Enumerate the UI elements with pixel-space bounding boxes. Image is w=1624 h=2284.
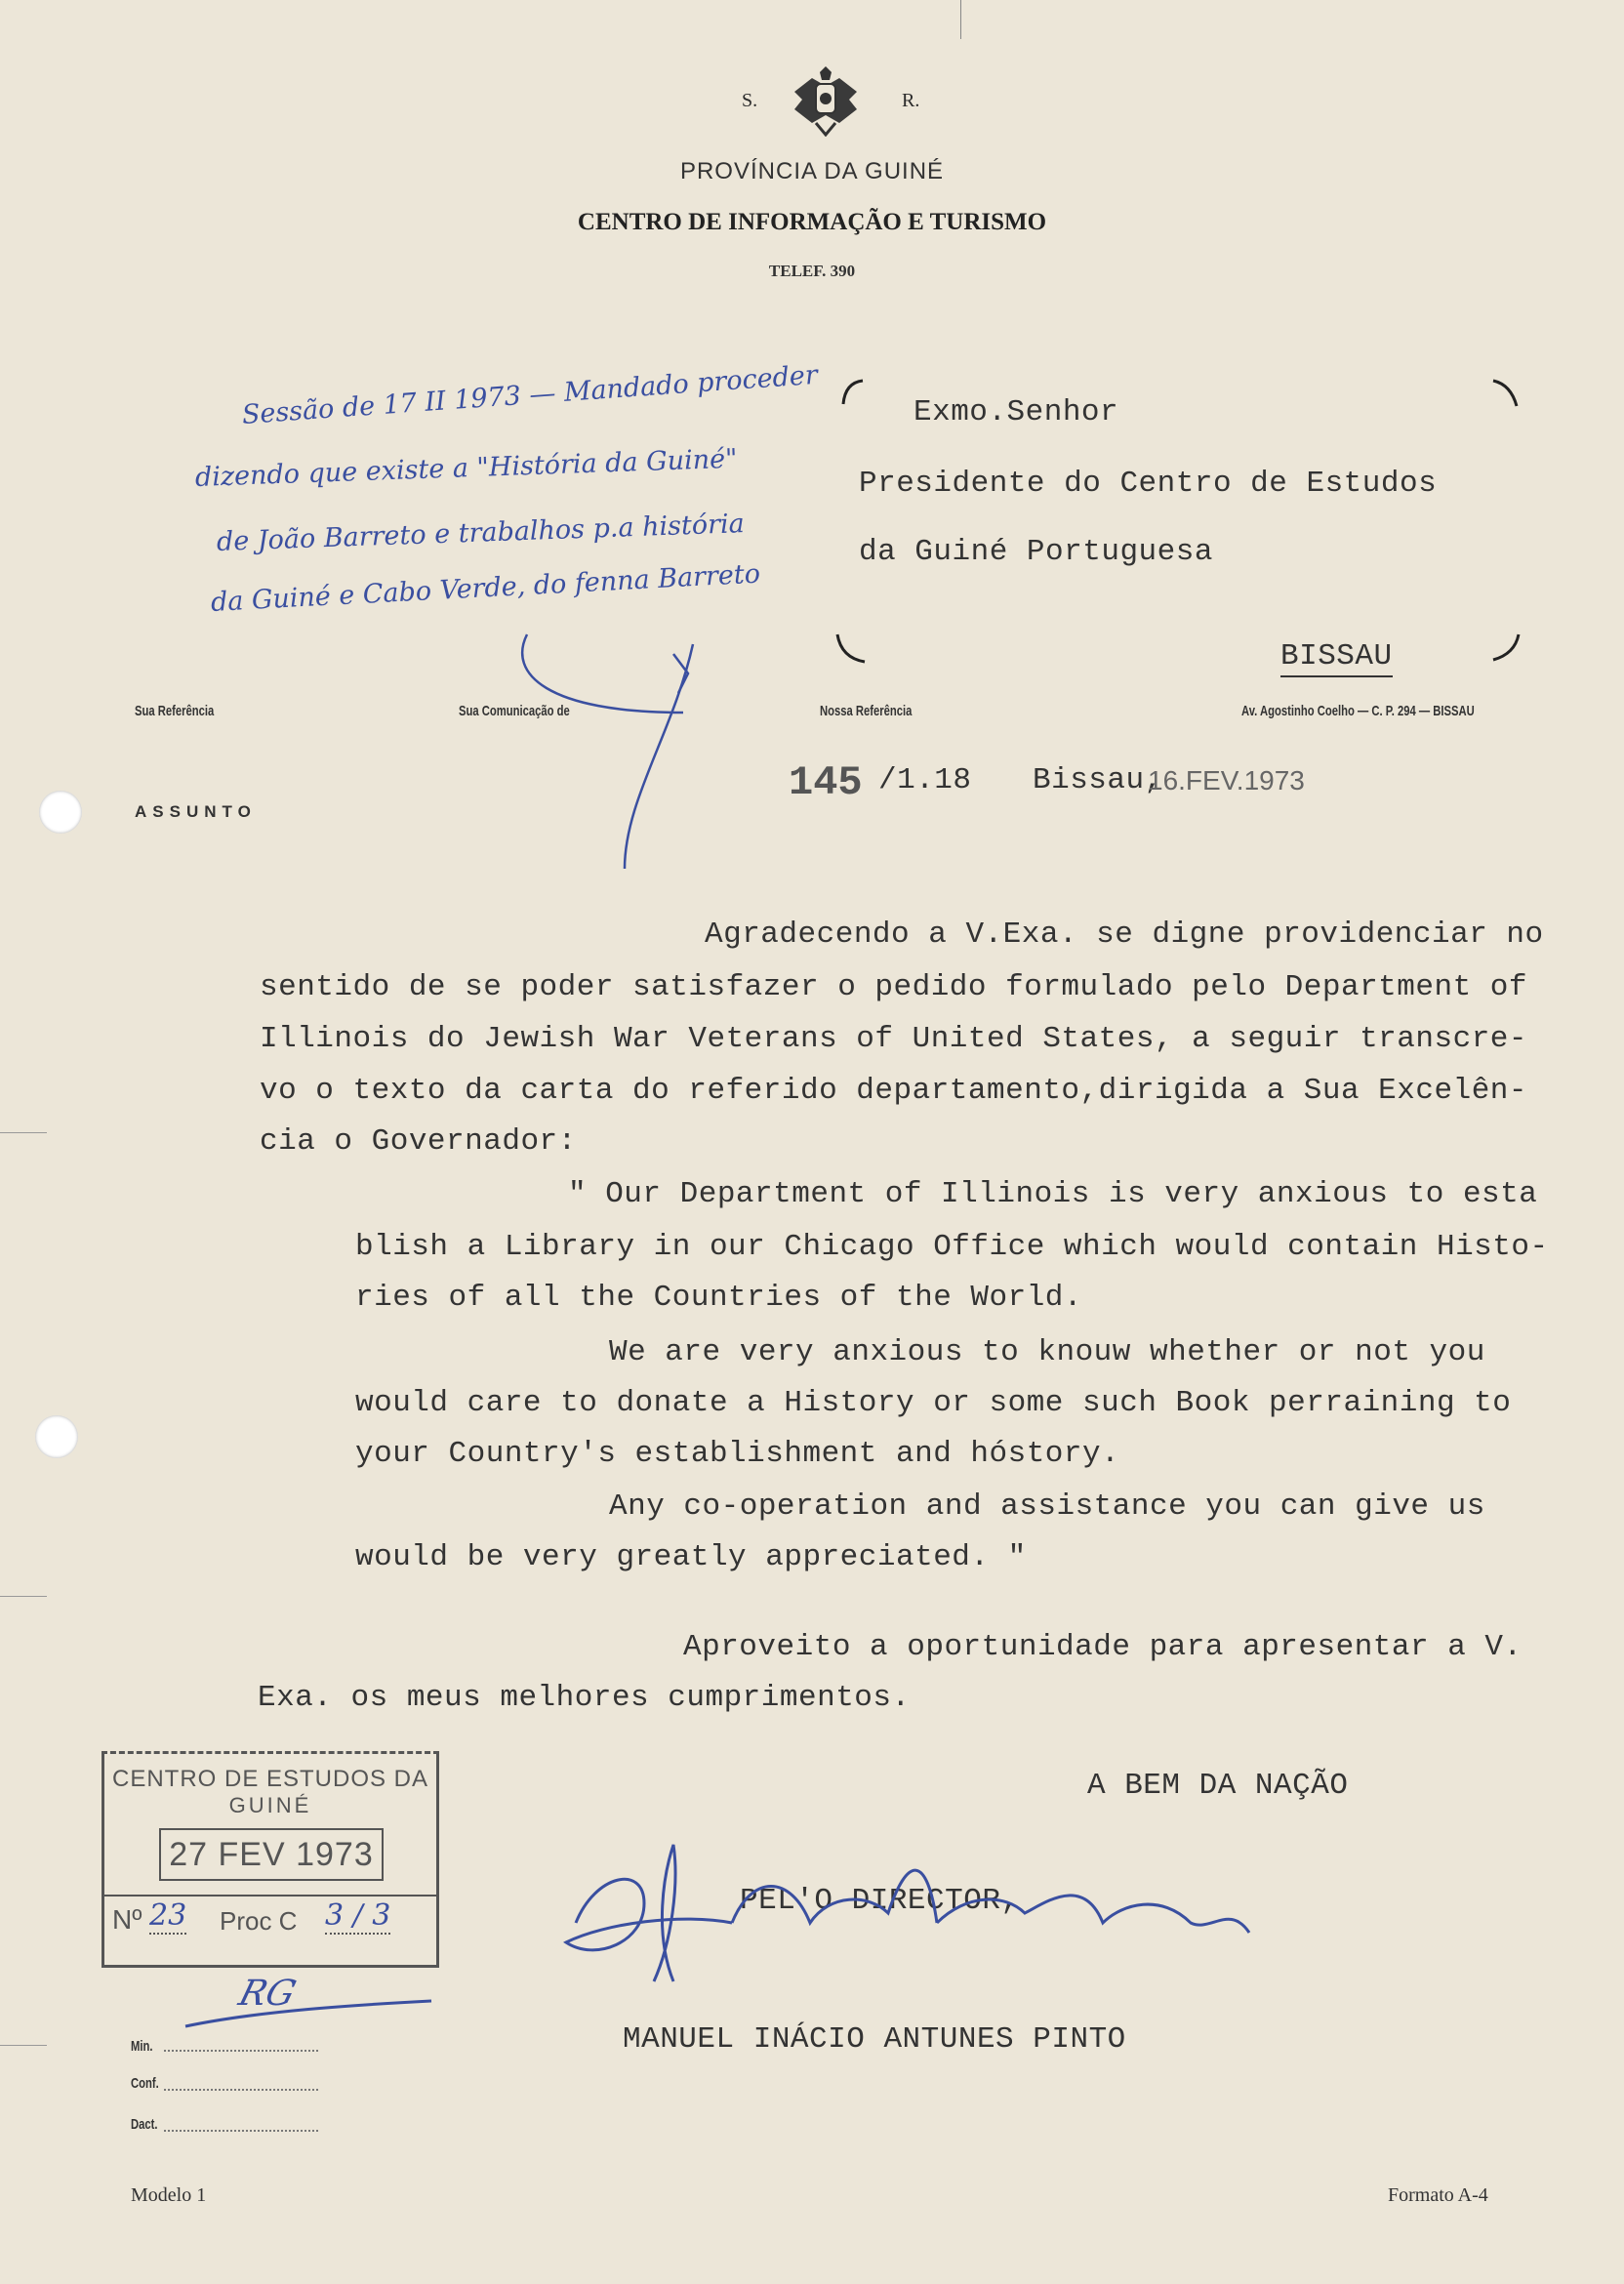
quote-line: blish a Library in our Chicago Office which would contain Histo-	[355, 1230, 1549, 1264]
stamp-number-value: 23	[149, 1898, 187, 1933]
annotation-line: da Guiné e Cabo Verde, do fenna Barreto	[210, 558, 761, 618]
stamp-initials: RG	[234, 1974, 301, 2014]
fold-mark	[0, 2045, 47, 2046]
initials-underline	[182, 1991, 435, 2030]
annotation-line: Sessão de 17 II 1973 — Mandado proceder	[240, 359, 819, 430]
signatory-name: MANUEL INÁCIO ANTUNES PINTO	[623, 2022, 1126, 2057]
annotation-scribble	[508, 615, 761, 869]
stamp-date-box: 27 FEV 1973	[159, 1828, 384, 1881]
signature-for-director: PEL'O DIRECTOR,	[740, 1884, 1020, 1918]
receipt-stamp	[102, 1751, 439, 1968]
sua-comunicacao-label: Sua Comunicação de	[459, 703, 570, 719]
addressee-salutation: Exmo.Senhor	[914, 395, 1119, 429]
stamp-title-second-line: GUINÉ	[228, 1793, 312, 1817]
left-initial: S.	[742, 90, 758, 111]
footer-formato: Formato A-4	[1388, 2184, 1488, 2206]
closing-line: Exa. os meus melhores cumprimentos.	[258, 1681, 911, 1715]
fold-mark	[0, 1132, 47, 1133]
sender-address: Av. Agostinho Coelho — C. P. 294 — BISSAU	[1241, 703, 1475, 719]
nossa-referencia-label: Nossa Referência	[820, 703, 913, 719]
stamp-proc-label: Proc C	[220, 1906, 298, 1936]
centre-heading: CENTRO DE INFORMAÇÃO E TURISMO	[577, 209, 1047, 235]
punch-hole-top	[39, 791, 82, 834]
addressee-title: Presidente do Centro de Estudos	[859, 467, 1438, 501]
top-fold-line	[960, 0, 961, 39]
right-initial: R.	[902, 90, 920, 111]
min-field-line	[164, 2050, 318, 2052]
body-line: vo o texto da carta do referido departamento,dirigida a Sua Excelên-	[260, 1074, 1528, 1108]
quote-line: We are very anxious to knouw whether or not you	[609, 1335, 1485, 1369]
closing-line: Aproveito a oportunidade para apresentar a V.	[683, 1630, 1522, 1664]
conf-field-label: Conf.	[131, 2075, 159, 2092]
punch-hole-bottom	[35, 1415, 78, 1458]
quote-line: ries of all the Countries of the World.	[355, 1281, 1083, 1315]
body-line: cia o Governador:	[260, 1124, 577, 1159]
body-line: sentido de se poder satisfazer o pedido formulado pelo Department of	[260, 970, 1528, 1004]
dact-field-line	[164, 2130, 318, 2132]
quote-line: " Our Department of Illinois is very anxious to esta	[568, 1177, 1538, 1211]
letter-place: Bissau,	[1033, 763, 1163, 797]
coat-of-arms-emblem	[787, 66, 865, 137]
quote-line: would be very greatly appreciated. "	[355, 1540, 1027, 1574]
assunto-label: ASSUNTO	[135, 802, 257, 821]
stamp-proc-value: 3 / 3	[325, 1898, 391, 1933]
footer-modelo: Modelo 1	[131, 2184, 207, 2206]
quote-line: your Country's establishment and hóstory.	[355, 1437, 1120, 1471]
reference-number-typed: /1.18	[878, 763, 972, 797]
stamp-number-row	[104, 1895, 436, 1941]
addressee-city: BISSAU	[1280, 639, 1393, 677]
body-line: Agradecendo a V.Exa. se digne providenciar no	[705, 918, 1544, 952]
conf-field-line	[164, 2089, 318, 2091]
letter-date-stamp: 16.FEV.1973	[1148, 765, 1305, 795]
sua-referencia-label: Sua Referência	[135, 703, 215, 719]
phone-number: TELEF. 390	[768, 262, 856, 280]
addressee-organisation: da Guiné Portuguesa	[859, 535, 1213, 569]
fold-mark	[0, 1596, 47, 1597]
stamp-title: CENTRO DE ESTUDOS DA	[111, 1766, 429, 1792]
annotation-line: de João Barreto e trabalhos p.a história	[216, 509, 746, 557]
province-heading: PROVÍNCIA DA GUINÉ	[679, 158, 945, 184]
min-field-label: Min.	[131, 2038, 153, 2055]
stamp-number-label: Nº	[112, 1904, 142, 1935]
quote-line: would care to donate a History or some such Book perraining to	[355, 1386, 1512, 1420]
quote-line: Any co-operation and assistance you can give us	[609, 1489, 1485, 1524]
dact-field-label: Dact.	[131, 2116, 158, 2133]
salutation: A BEM DA NAÇÃO	[1087, 1769, 1349, 1803]
director-signature	[556, 1835, 1279, 1991]
reference-number-stamp: 145	[789, 759, 863, 806]
body-line: Illinois do Jewish War Veterans of United States, a seguir transcre-	[260, 1022, 1528, 1056]
annotation-line: dizendo que existe a "História da Guiné"	[194, 443, 738, 493]
